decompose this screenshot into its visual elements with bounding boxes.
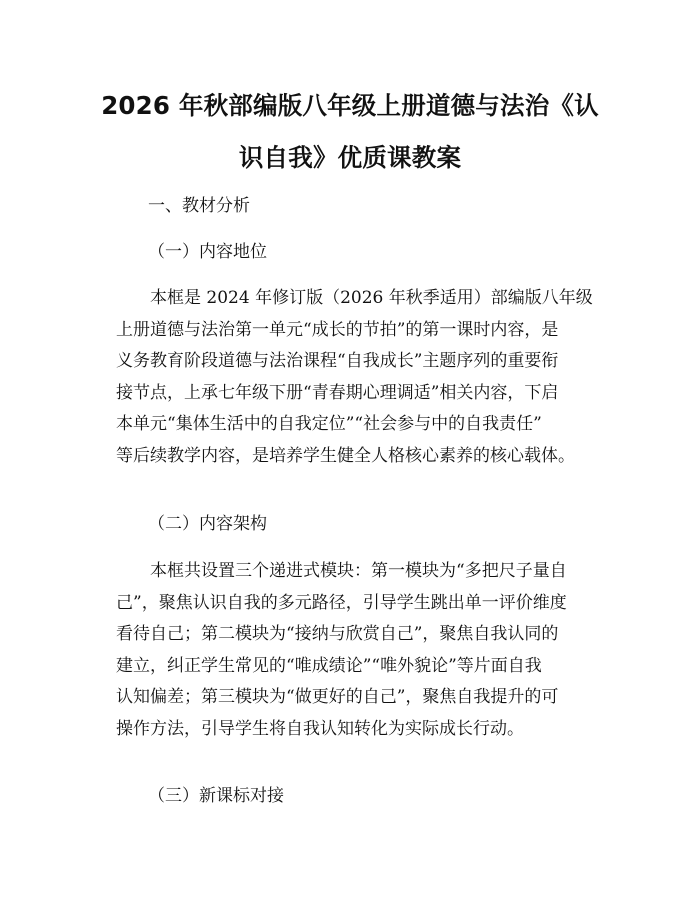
paragraph-line: 义务教育阶段道德与法治课程“自我成长”主题序列的重要衔 xyxy=(116,351,559,371)
paragraph-line: 本框是 2024 年修订版（2026 年秋季适用）部编版八年级 xyxy=(150,288,593,308)
paragraph-line: 本框共设置三个递进式模块：第一模块为“多把尺子量自 xyxy=(150,561,567,581)
paragraph-line: 看待自己；第二模块为“接纳与欣赏自己”，聚焦自我认同的 xyxy=(116,624,559,644)
paragraph-line: 等后续教学内容，是培养学生健全人格核心素养的核心载体。 xyxy=(116,445,575,466)
title-line: 识自我》优质课教案 xyxy=(238,143,462,172)
paragraph-line: 己”，聚焦认识自我的多元路径，引导学生跳出单一评价维度 xyxy=(116,592,567,613)
paragraph-line: 本单元“集体生活中的自我定位”“社会参与中的自我责任” xyxy=(116,414,542,434)
section-heading-textbook-analysis: 一、教材分析 xyxy=(148,196,250,216)
paragraph-line: 认知偏差；第三模块为“做更好的自己”，聚焦自我提升的可 xyxy=(116,687,559,707)
document-title xyxy=(92,80,608,184)
title-line: 2026 年秋部编版八年级上册道德与法治《认 xyxy=(101,91,599,120)
subsection-heading-content-structure: （二）内容架构 xyxy=(148,514,267,534)
paragraph-line: 上册道德与法治第一单元“成长的节拍”的第一课时内容，是 xyxy=(116,319,559,340)
paragraph-line: 操作方法，引导学生将自我认知转化为实际成长行动。 xyxy=(116,718,524,739)
subsection-heading-content-position: （一）内容地位 xyxy=(148,242,267,262)
paragraph-line: 接节点，上承七年级下册“青春期心理调适”相关内容，下启 xyxy=(116,382,559,403)
paragraph-content-structure xyxy=(116,556,596,745)
subsection-heading-curriculum-alignment: （三）新课标对接 xyxy=(148,786,284,806)
paragraph-line: 建立，纠正学生常见的“唯成绩论”“唯外貌论”等片面自我 xyxy=(116,655,542,676)
paragraph-content-position xyxy=(116,283,596,472)
